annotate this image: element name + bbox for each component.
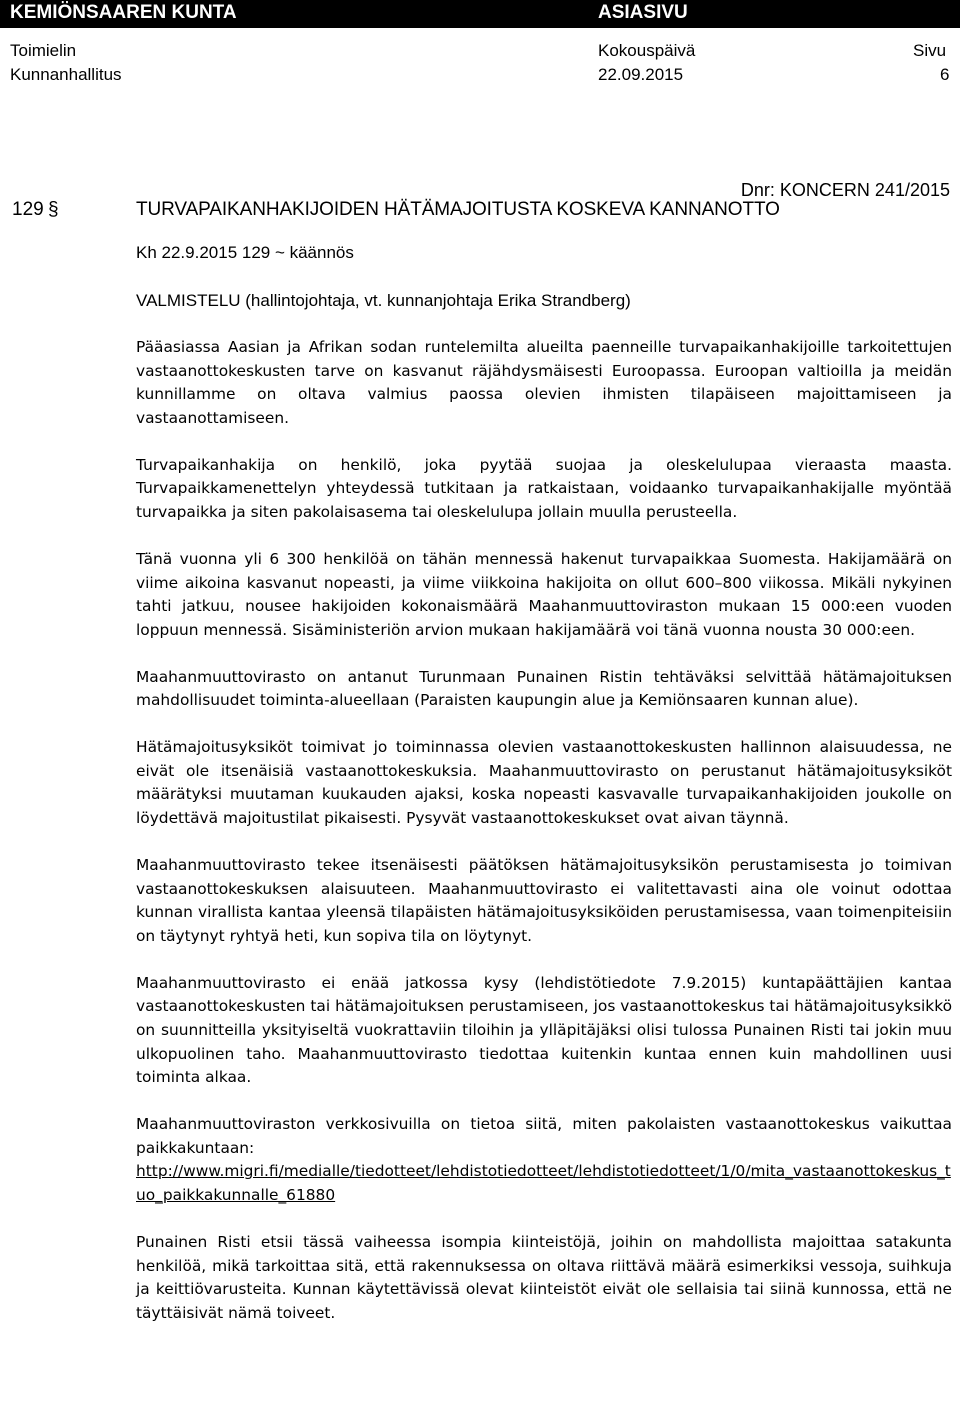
paragraph: Pääasiassa Aasian ja Afrikan sodan runtelemilta alueilta paenneille turvapaikanhakijoille tarkoitettujen vastaanottokeskusten tarve on kasvanut räjähdysmäisesti Euroopassa. Euroopan valtioilla ja meidän kunnillamme on oltava valmius paossa olevien ihmisten tilapäiseen majoittamiseen ja vastaanottamiseen. [136,338,952,427]
preparation-line: VALMISTELU (hallintojohtaja, vt. kunnanjohtaja Erika Strandberg) [136,291,631,310]
municipality-name: KEMIÖNSAAREN KUNTA [10,2,237,23]
meeting-date-value: 22.09.2015 [598,65,684,84]
paragraph: Punainen Risti etsii tässä vaiheessa isompia kiinteistöjä, joihin on mahdollista majoittaa satakunta henkilöä, mikä tarkoittaa sitä, että rakennuksessa on oltava riittävä määrä esimerkiksi vessoja, suihkuja ja keittiövarusteita. Kunnan käytettävissä olevat kiinteistöt eivät ole sellaisia tai siinä kunnossa, että ne täyttäisivät nämä toiveet. [136,1232,952,1322]
meeting-date-label: Kokouspäivä [598,41,696,60]
body-value: Kunnanhallitus [10,65,122,84]
section-sign: § [48,199,59,220]
document-body [136,336,952,1349]
document-type: ASIASIVU [598,2,688,23]
paragraph: Maahanmuuttovirasto ei enää jatkossa kysy (lehdistötiedote 7.9.2015) kuntapäättäjien kantaa vastaanottokeskusten tai hätämajoituksen perustamiseen, jos vastaanottokeskus tai hätämajoitusyksikkö on suunnitteilla yksityiseltä vuokrattaviin tiloihin ja ylläpitäjäksi olisi tulossa Punainen Risti tai jokin muu ulkopuolinen taho. Maahanmuuttovirasto tiedottaa kuitenkin kuntaa ennen kuin mahdollinen uusi toiminta alkaa. [136,973,952,1087]
paragraph: Hätämajoitusyksiköt toimivat jo toiminnassa olevien vastaanottokeskusten hallinnon alaisuudessa, ne eivät ole itsenäisiä vastaanottokeskuksia. Maahanmuuttovirasto on perustanut hätämajoitusyksiköt määrätyksi muutaman kuukauden ajaksi, koska nopeasti kasvavalle turvapaikanhakijoiden joukolle on löydettävä majoitustilat pikaisesti. Pysyvät vastaanottokeskukset ovat aivan täynnä. [136,738,952,828]
paragraph: Maahanmuuttovirasto on antanut Turunmaan Punainen Ristin tehtäväksi selvittää hätämajoituksen mahdollisuudet toiminta-alueellaan (Paraisten kaupungin alue ja Kemiönsaaren kunnan alue). [136,667,952,710]
page-number: 6 [940,65,950,84]
paragraph: Tänä vuonna yli 6 300 henkilöä on tähän mennessä hakenut turvapaikkaa Suomesta. Hakijamäärä on viime aikoina kasvanut nopeasti, ja viime viikkoina hakijoita on ollut 600–800 viikossa. Mikäli nykyinen tahti jatkuu, nousee hakijoiden kokonaismäärä Maahanmuuttoviraston mukaan 15 000:een vuoden loppuun mennessä. Sisäministeriön arvion mukaan hakijamäärä voi tänä vuonna nousta 30 000:een. [136,549,952,639]
body-label: Toimielin [10,41,77,60]
header-bar [0,0,960,28]
dnr-number: Dnr: KONCERN 241/2015 [740,180,950,200]
paragraph: Turvapaikanhakija on henkilö, joka pyytää suojaa ja oleskelulupaa vieraasta maasta. Turvapaikkamenettelyn yhteydessä tutkitaan ja ratkaistaan, voidaanko turvapaikanhakijalle myöntää turvapaikka ja siten pakolaisasema tai oleskelulupa jollain muulla perusteella. [136,455,952,521]
page-label: Sivu [913,41,947,60]
paragraph: Maahanmuuttovirasto tekee itsenäisesti päätöksen hätämajoitusyksikön perustamisesta jo toimivan vastaanottokeskuksen alaisuuteen. Maahanmuuttovirasto ei valitettavasti aina ole voinut odottaa kunnan virallista kantaa yleensä tilapäisten hätämajoitusyksiköiden perustamisessa, vaan toimenpiteisiin on täytynyt ryhtyä heti, kun sopiva tila on löytynyt. [136,856,952,945]
case-title: TURVAPAIKANHAKIJOIDEN HÄTÄMAJOITUSTA KOSKEVA KANNANOTTO [136,199,780,220]
case-number: 129 [12,199,44,220]
kh-line: Kh 22.9.2015 129 ~ käännös [136,243,354,262]
migri-link[interactable]: http://www.migri.fi/medialle/tiedotteet/lehdistotiedotteet/lehdistotiedotteet/1/0/mita_vastaanottokeskus_tuo_paikkakunnalle_61880 [136,1162,951,1204]
url-intro: Maahanmuuttoviraston verkkosivuilla on tietoa siitä, miten pakolaisten vastaanottokeskus vaikuttaa paikkakuntaan: [136,1115,952,1157]
url-paragraph [136,1160,952,1207]
